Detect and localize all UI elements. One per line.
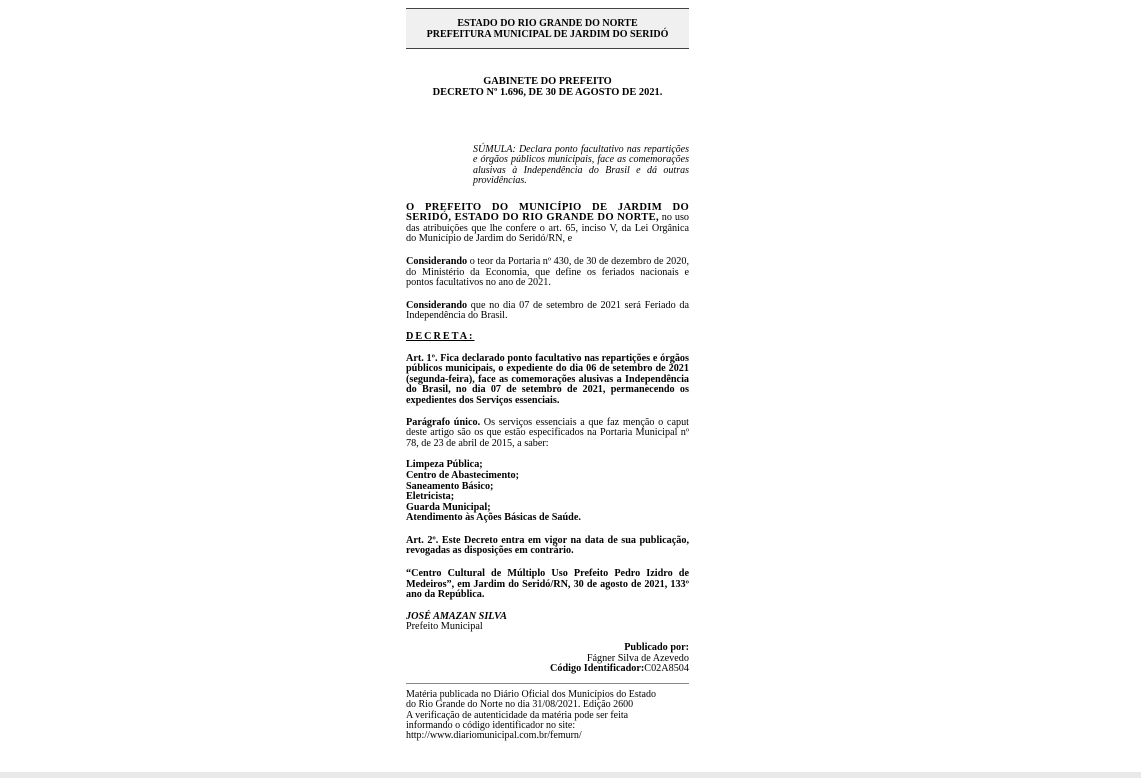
footer-url[interactable]: http://www.diariomunicipal.com.br/femurn/ [406, 730, 582, 742]
publisher-name: Fágner Silva de Azevedo [586, 652, 689, 664]
intro-caps: O PREFEITO DO MUNICÍPIO DE JARDIM DO SERIDÓ, ESTADO DO RIO GRANDE DO NORTE, [406, 201, 689, 224]
publication-info [406, 643, 689, 675]
identifier-code [406, 664, 689, 675]
header-state: ESTADO DO RIO GRANDE DO NORTE [457, 18, 638, 29]
paragrafo-unico [406, 418, 689, 450]
document-page [406, 8, 689, 742]
list-item: Centro de Abastecimento; [406, 469, 519, 481]
considerando-2 [406, 301, 689, 322]
publication-footer [406, 683, 689, 742]
signatory-name: JOSÉ AMAZAN SILVA [406, 610, 507, 622]
list-item: Limpeza Pública; [406, 459, 483, 471]
sumula: SÚMULA: Declara ponto facultativo nas repartições e órgãos públicos municipais, face as comemorações alusivas à Independência do Brasil e dá outras providências. [473, 144, 689, 187]
paragrafo-text: Os serviços essenciais a que faz menção o caput deste artigo são os que estão especificados na Portaria Municipal nº 78, de 23 de abril de 2015, a saber: [406, 416, 689, 449]
decree-number: DECRETO Nº 1.696, DE 30 DE AGOSTO DE 2021. [432, 87, 663, 98]
considerando-2-text: que no dia 07 de setembro de 2021 será Feriado da Independência do Brasil. [406, 299, 689, 322]
list-item: Atendimento às Ações Básicas de Saúde. [406, 512, 581, 524]
decree-title [406, 76, 689, 98]
published-by-label: Publicado por: [624, 642, 689, 654]
document-header [406, 8, 689, 49]
list-item: Saneamento Básico; [406, 480, 494, 492]
footer-line: informando o código identificador no site: [406, 720, 576, 732]
closing-place-date: “Centro Cultural de Múltiplo Uso Prefeito Pedro Izidro de Medeiros”, em Jardim do Seridó/RN, 30 de agosto de 2021, 133º ano da República. [406, 568, 689, 601]
considerando-1 [406, 257, 689, 289]
intro-rest: no uso das atribuições que lhe confere o art. 65, inciso V, da Lei Orgânica do Município de Jardim do Seridó/RN, e [406, 212, 689, 245]
footer-line: do Rio Grande do Norte no dia 31/08/2021. Edição 2600 [406, 699, 634, 711]
signatory-role: Prefeito Municipal [406, 621, 483, 633]
article-1: Art. 1º. Fica declarado ponto facultativo nas repartições e órgãos públicos municipais, o expediente do dia 06 de setembro de 2021 (segunda-feira), face as comemorações alusivas a Independência do Brasil, no dia 07 de setembro de 2021, permanecendo os expedientes dos Serviços essenciais. [406, 352, 689, 406]
code-value: C02A8504 [644, 663, 689, 675]
list-item: Guarda Municipal; [406, 501, 491, 513]
paragrafo-label: Parágrafo único. [406, 416, 481, 428]
header-municipality: PREFEITURA MUNICIPAL DE JARDIM DO SERIDÓ [426, 29, 669, 40]
considerando-1-label: Considerando [406, 256, 468, 267]
footer-line: A verificação de autenticidade da matéria pode ser feita [406, 709, 629, 721]
office-title: GABINETE DO PREFEITO [483, 76, 612, 87]
intro-paragraph [406, 203, 689, 245]
decreta-heading: DECRETA: [406, 330, 475, 342]
footer-line: Matéria publicada no Diário Oficial dos Municípios do Estado [406, 688, 656, 700]
considerando-1-text: o teor da Portaria nº 430, de 30 de dezembro de 2020, do Ministério da Economia, que define os feriados nacionais e pontos facultativos no ano de 2021. [406, 256, 689, 289]
considerando-2-label: Considerando [406, 299, 468, 311]
list-item: Eletricista; [406, 491, 455, 503]
article-2: Art. 2º. Este Decreto entra em vigor na data de sua publicação, revogadas as disposições em contrário. [406, 534, 689, 557]
services-list [406, 460, 689, 524]
code-label: Código Identificador: [550, 663, 645, 675]
bottom-scroll-edge [0, 772, 1141, 778]
